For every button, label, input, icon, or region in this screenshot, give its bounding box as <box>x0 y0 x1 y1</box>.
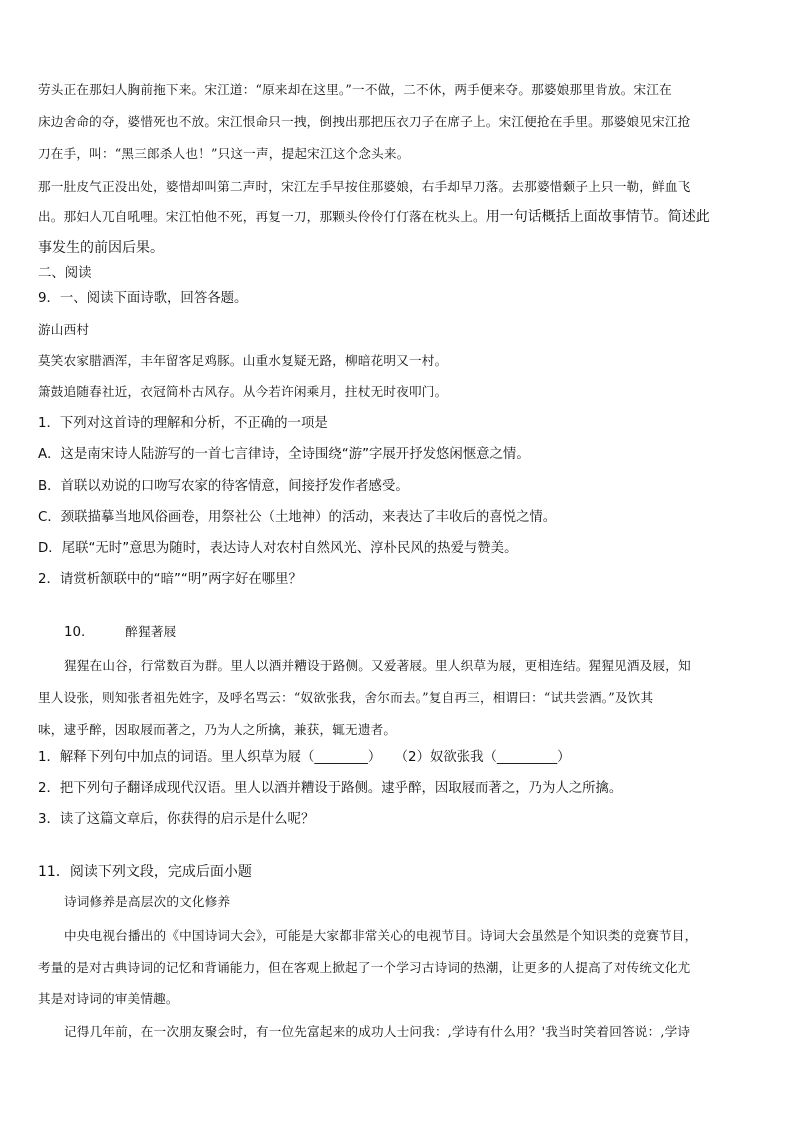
story-line-2: 床边舍命的夺，婆惜死也不放。宋江恨命只一拽，倒拽出那把压衣刀子在席子上。宋江便抢在手里。那婆娘见宋江抢 <box>38 114 691 129</box>
q11-para-2: 考量的是对古典诗词的记忆和背诵能力，但在客观上掀起了一个学习古诗词的热潮，让更多的人提高了对传统文化尤 <box>38 960 691 975</box>
q11-title: 11．阅读下列文段，完成后面小题 <box>38 864 252 880</box>
q9-sub1: 1．下列对这首诗的理解和分析，不正确的一项是 <box>38 416 328 431</box>
q9-option-b: B．首联以劝说的口吻写农家的待客情意，间接抒发作者感受。 <box>38 479 409 494</box>
story-line-5-text: 出。那妇人兀自吼哩。宋江怕他不死，再复一刀，那颗头伶伶仃仃落在枕头上。 <box>38 209 486 224</box>
section-heading: 二、阅读 <box>38 266 92 281</box>
poem-line-1: 莫笑农家腊酒浑，丰年留客足鸡豚。山重水复疑无路，柳暗花明又一村。 <box>38 353 448 368</box>
q10-number: 10. <box>64 625 86 640</box>
poem-line-2: 箫鼓追随春社近，衣冠简朴古风存。从今若许闲乘月，拄杖无时夜叩门。 <box>38 384 448 399</box>
q9-option-c: C．颈联描摹当地风俗画卷，用祭社公（土地神）的活动，来表达了丰收后的喜悦之情。 <box>38 510 557 525</box>
q11-para-3: 其是对诗词的审美情趣。 <box>38 991 179 1006</box>
q9-sub2: 2．请赏析颔联中的“暗”“明”两字好在哪里？ <box>38 572 302 587</box>
q9-title: 9．一、阅读下面诗歌，回答各题。 <box>38 291 248 306</box>
q10-para-1: 猩猩在山谷，行常数百为群。里人以酒并糟设于路侧。又爱著屐。里人织草为屐，更相连结。猩猩见酒及屐，知 <box>64 658 691 673</box>
q10-title: 醉猩著屐 <box>125 624 177 639</box>
q9-option-a: A．这是南宋诗人陆游写的一首七言律诗，全诗围绕“游”字展开抒发悠闲惬意之情。 <box>38 447 530 462</box>
q11-para-1: 中央电视台播出的《中国诗词大会》，可能是大家都非常关心的电视节目。诗词大会虽然是个知识类的竞赛节目， <box>64 928 698 943</box>
story-line-1: 劳头正在那妇人胸前拖下来。宋江道：“原来却在这里。”一不做，二不休，两手便来夺。那婆娘那里肯放。宋江在 <box>38 82 672 97</box>
poem-title: 游山西村 <box>38 322 90 337</box>
q11-subtitle: 诗词修养是高层次的文化修养 <box>64 894 231 909</box>
q10-sub3: 3．读了这篇文章后，你获得的启示是什么呢？ <box>38 812 315 827</box>
story-question: 用一句话概括上面故事情节。简述此 <box>485 209 710 225</box>
q10-para-3: 味，逮乎醉，因取屐而著之，乃为人之所擒，兼获，辄无遗者。 <box>38 722 397 737</box>
q9-option-d: D．尾联“无时”意思为随时，表达诗人对农村自然风光、淳朴民风的热爱与赞美。 <box>38 541 518 556</box>
story-question-cont: 事发生的前因后果。 <box>38 240 164 256</box>
q10-sub2: 2．把下列句子翻译成现代汉语。里人以酒并糟设于路侧。逮乎醉，因取屐而著之，乃为人之所擒。 <box>38 781 623 796</box>
q10-para-2: 里人设张，则知张者祖先姓字，及呼名骂云：“奴欲张我，舍尔而去。”复自再三，相谓曰：“试共尝酒。”及饮其 <box>38 690 654 705</box>
q10-sub1: 1．解释下列句中加点的词语。里人织草为屐（________） （2）奴欲张我（_________） <box>38 750 571 765</box>
q11-para-4: 记得几年前，在一次朋友聚会时，有一位先富起来的成功人士问我：,学诗有什么用？'我当时笑着回答说：,学诗 <box>64 1024 691 1039</box>
story-line-4: 那一肚皮气正没出处，婆惜却叫第二声时，宋江左手早按住那婆娘，右手却早刀落。去那婆惜颡子上只一勒，鲜血飞 <box>38 179 691 194</box>
story-line-3: 刀在手，叫：“黑三郎杀人也！”只这一声，提起宋江这个念头来。 <box>38 146 410 161</box>
story-line-5 <box>38 207 760 228</box>
q10-heading <box>64 622 786 643</box>
